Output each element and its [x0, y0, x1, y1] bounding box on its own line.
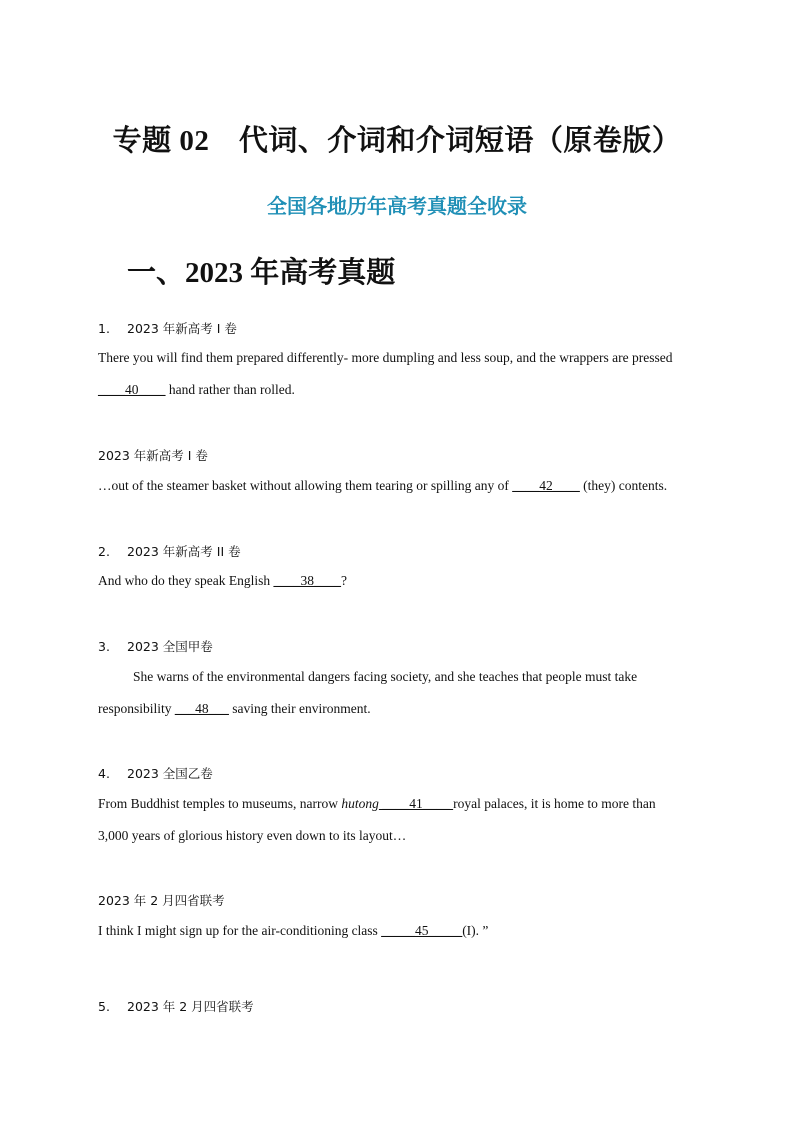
- text-fragment: …out of the steamer basket without allowing them tearing or spilling any of: [98, 478, 513, 493]
- question-source: 2023 年新高考 II 卷: [127, 544, 241, 559]
- page-title: 专题 02 代词、介词和介词短语（原卷版）: [112, 125, 682, 157]
- question-number: 3.: [98, 639, 110, 654]
- section-heading: 一、2023 年高考真题: [127, 257, 396, 289]
- question-3-header: [98, 637, 213, 655]
- text-fragment: royal palaces, it is home to more than: [453, 796, 656, 811]
- text-fragment: hand rather than rolled.: [165, 382, 295, 397]
- answer-blank[interactable]: ____40____: [98, 382, 166, 397]
- text-fragment: ?: [340, 573, 347, 588]
- question-4-text: [98, 796, 656, 812]
- question-number: 5.: [98, 999, 110, 1014]
- question-number: 4.: [98, 766, 110, 781]
- question-3-text: She warns of the environmental dangers facing society, and she teaches that people must take: [133, 669, 638, 684]
- answer-blank[interactable]: ___48___: [174, 701, 229, 716]
- question-source: 2023 全国乙卷: [127, 766, 213, 781]
- question-number: 1.: [98, 321, 110, 336]
- question-number: 2.: [98, 544, 110, 559]
- question-source: 2023 年 2 月四省联考: [127, 999, 254, 1014]
- text-fragment: From Buddhist temples to museums, narrow: [98, 796, 342, 811]
- text-fragment: (I). ”: [462, 923, 489, 938]
- text-fragment: And who do they speak English: [98, 573, 274, 588]
- text-fragment: I think I might sign up for the air-conditioning class: [98, 923, 382, 938]
- question-4b-source: 2023 年 2 月四省联考: [98, 893, 225, 908]
- answer-blank[interactable]: ____38____: [273, 573, 341, 588]
- question-1-text: There you will find them prepared differently- more dumpling and less soup, and the wrappers are pressed: [98, 350, 673, 365]
- answer-blank[interactable]: _____45_____: [381, 923, 463, 938]
- question-1b-source: 2023 年新高考 I 卷: [98, 448, 208, 463]
- text-fragment: (they) contents.: [579, 478, 668, 493]
- question-4-header: [98, 764, 213, 782]
- question-2-header: [98, 542, 241, 560]
- text-fragment: saving their environment.: [228, 701, 371, 716]
- question-1b-text: [98, 478, 667, 494]
- question-source: 2023 年新高考 I 卷: [127, 321, 237, 336]
- question-1-header: [98, 319, 237, 337]
- question-4b-text: [98, 923, 488, 939]
- question-2-text: [98, 573, 347, 589]
- question-3-text-line2: [98, 701, 371, 717]
- answer-blank[interactable]: ____42____: [512, 478, 580, 493]
- answer-blank[interactable]: ____41____: [378, 796, 454, 811]
- question-4-text-line2: 3,000 years of glorious history even down to its layout…: [98, 828, 407, 843]
- page-subtitle: 全国各地历年高考真题全收录: [267, 194, 527, 218]
- question-source: 2023 全国甲卷: [127, 639, 213, 654]
- italic-term: hutong: [341, 796, 379, 811]
- question-1-text-line2: [98, 382, 295, 398]
- question-5-header: [98, 997, 254, 1015]
- text-fragment: responsibility: [98, 701, 175, 716]
